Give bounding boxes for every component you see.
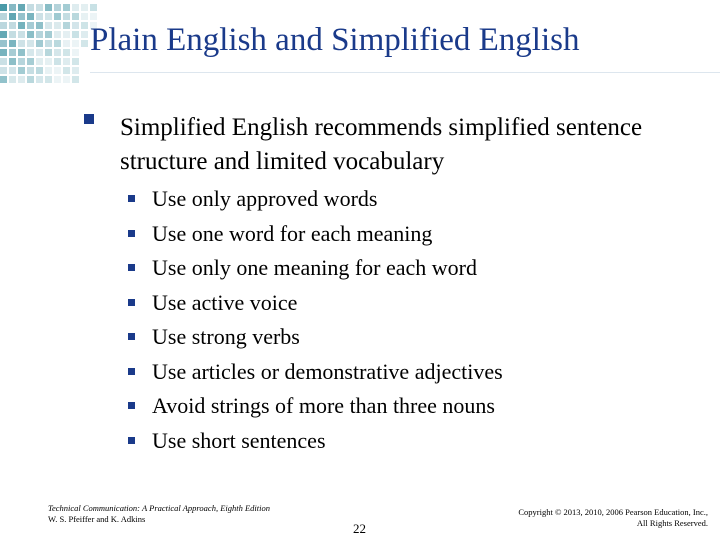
list-item-text: Avoid strings of more than three nouns: [152, 393, 495, 418]
corner-tile: [45, 13, 52, 20]
square-bullet-icon: [128, 299, 135, 306]
corner-tile: [18, 67, 25, 74]
corner-tile: [9, 76, 16, 83]
square-bullet-icon: [128, 437, 135, 444]
corner-tile: [63, 31, 70, 38]
square-bullet-icon: [128, 333, 135, 340]
list-item-text: Use only one meaning for each word: [152, 255, 478, 280]
square-bullet-icon: [128, 195, 135, 202]
corner-tile-pattern: [0, 0, 100, 90]
corner-tile: [18, 76, 25, 83]
corner-tile: [36, 22, 43, 29]
book-title: Technical Communication: A Practical Approach, Eighth Edition: [48, 503, 271, 513]
corner-tile: [45, 4, 52, 11]
corner-tile: [54, 58, 61, 65]
corner-tile: [72, 31, 79, 38]
corner-tile: [9, 31, 16, 38]
copyright-line-2: All Rights Reserved.: [636, 518, 708, 528]
corner-tile: [36, 4, 43, 11]
list-item-text: Use active voice: [152, 289, 298, 315]
corner-tile: [54, 76, 61, 83]
corner-tile: [0, 4, 7, 11]
corner-tile: [54, 49, 61, 56]
corner-tile: [27, 22, 34, 29]
main-bullet-text: Simplified English recommends simplified sentence structure and limited vocabulary: [120, 114, 643, 175]
corner-tile: [18, 13, 25, 20]
corner-tile: [45, 40, 52, 47]
corner-tile: [27, 67, 34, 74]
corner-tile: [63, 4, 70, 11]
corner-tile: [36, 67, 43, 74]
corner-tile: [0, 76, 7, 83]
corner-tile: [54, 31, 61, 38]
corner-tile: [36, 58, 43, 65]
list-item-text: Use articles or demonstrative adjectives: [152, 358, 503, 384]
corner-tile: [9, 58, 16, 65]
corner-tile: [36, 76, 43, 83]
corner-tile: [27, 31, 34, 38]
corner-tile: [36, 31, 43, 38]
corner-tile: [54, 22, 61, 29]
corner-tile: [0, 40, 7, 47]
corner-tile: [54, 67, 61, 74]
corner-tile: [63, 58, 70, 65]
corner-tile: [63, 67, 70, 74]
list-item-text: Use strong verbs: [152, 324, 300, 349]
slide-title: Plain English and Simplified English: [90, 22, 580, 58]
corner-tile: [9, 49, 16, 56]
corner-tile: [72, 58, 79, 65]
title-divider: [90, 72, 720, 73]
corner-tile: [0, 31, 7, 38]
square-bullet-icon: [84, 114, 94, 124]
list-item-text: Use short sentences: [152, 427, 326, 453]
corner-tile: [27, 40, 34, 47]
corner-tile: [18, 58, 25, 65]
corner-tile: [0, 67, 7, 74]
corner-tile: [9, 4, 16, 11]
corner-tile: [72, 49, 79, 56]
corner-tile: [27, 13, 34, 20]
square-bullet-icon: [128, 402, 135, 409]
corner-tile: [18, 4, 25, 11]
corner-tile: [72, 67, 79, 74]
square-bullet-icon: [128, 230, 135, 237]
corner-tile: [81, 22, 88, 29]
corner-tile: [0, 22, 7, 29]
corner-tile: [0, 13, 7, 20]
corner-tile: [54, 13, 61, 20]
corner-tile: [81, 4, 88, 11]
corner-tile: [18, 40, 25, 47]
corner-tile: [9, 67, 16, 74]
footer-copyright: [518, 507, 708, 529]
corner-tile: [0, 49, 7, 56]
corner-tile: [81, 13, 88, 20]
corner-tile: [36, 13, 43, 20]
corner-tile: [54, 40, 61, 47]
corner-tile: [18, 49, 25, 56]
corner-tile: [72, 4, 79, 11]
corner-tile: [72, 76, 79, 83]
corner-tile: [0, 58, 7, 65]
corner-tile: [72, 22, 79, 29]
corner-tile: [90, 4, 97, 11]
corner-tile: [72, 40, 79, 47]
corner-tile: [81, 40, 88, 47]
corner-tile: [18, 22, 25, 29]
corner-tile: [63, 40, 70, 47]
corner-tile: [18, 31, 25, 38]
corner-tile: [63, 13, 70, 20]
corner-tile: [27, 49, 34, 56]
corner-tile: [45, 58, 52, 65]
corner-tile: [90, 13, 97, 20]
corner-tile: [72, 13, 79, 20]
corner-tile: [36, 40, 43, 47]
square-bullet-icon: [128, 264, 135, 271]
corner-tile: [45, 22, 52, 29]
list-item-text: Use only approved words: [152, 186, 378, 211]
page-number: 22: [353, 521, 366, 536]
corner-tile: [63, 76, 70, 83]
corner-tile: [27, 76, 34, 83]
corner-tile: [9, 13, 16, 20]
corner-tile: [54, 4, 61, 11]
footer-citation: [48, 503, 270, 525]
corner-tile: [45, 67, 52, 74]
corner-tile: [9, 40, 16, 47]
corner-tile: [36, 49, 43, 56]
square-bullet-icon: [128, 368, 135, 375]
corner-tile: [9, 22, 16, 29]
book-authors: W. S. Pfeiffer and K. Adkins: [48, 514, 146, 524]
corner-tile: [45, 31, 52, 38]
corner-tile: [63, 49, 70, 56]
corner-tile: [27, 4, 34, 11]
corner-tile: [45, 49, 52, 56]
copyright-line-1: Copyright © 2013, 2010, 2006 Pearson Education, Inc.,: [518, 507, 708, 517]
corner-tile: [27, 58, 34, 65]
corner-tile: [45, 76, 52, 83]
list-item-text: Use one word for each meaning: [152, 220, 433, 246]
corner-tile: [81, 31, 88, 38]
corner-tile: [63, 22, 70, 29]
